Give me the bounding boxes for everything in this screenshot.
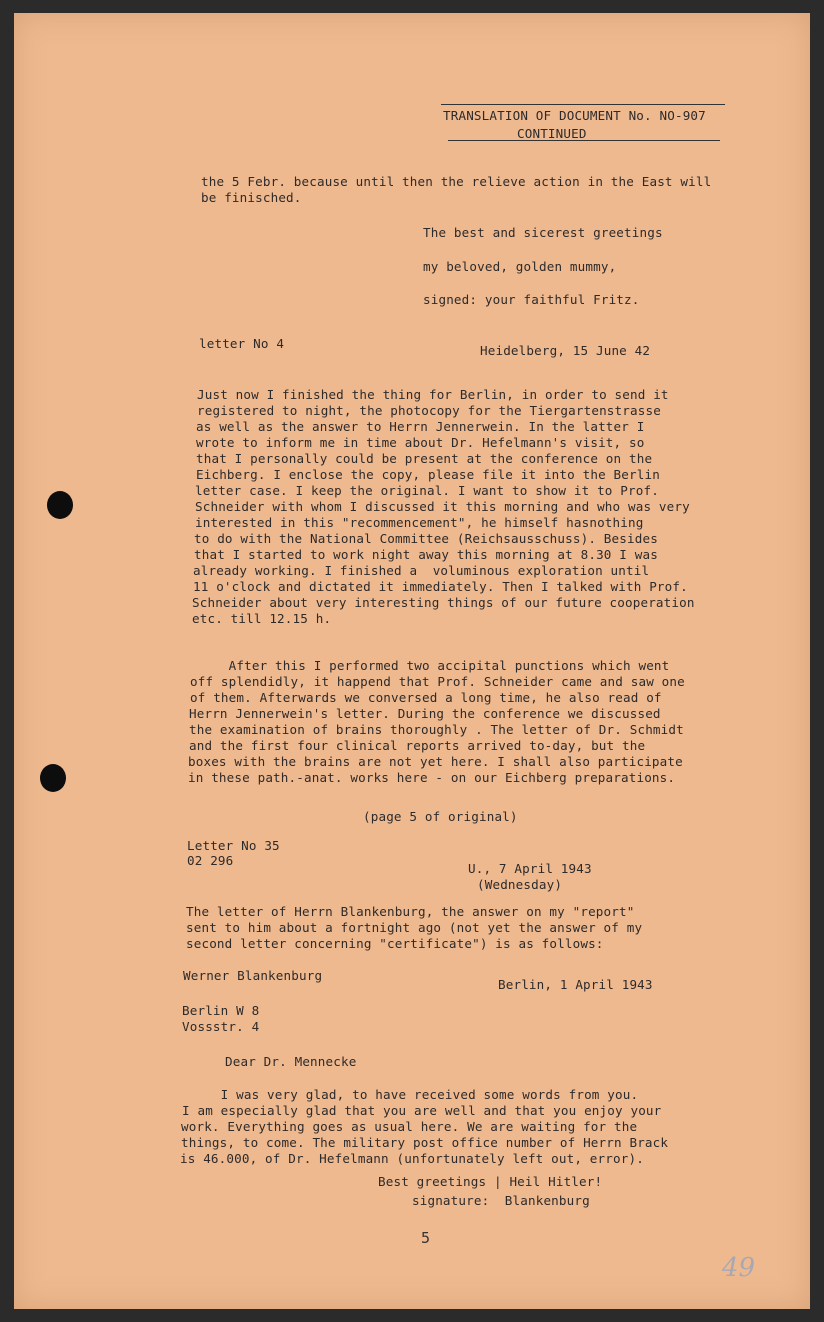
paragraph-line: second letter concerning "certificate") is as follows: — [186, 936, 604, 951]
punch-hole — [40, 764, 66, 792]
salutation: Dear Dr. Mennecke — [225, 1054, 357, 1069]
paragraph-line: Herrn Jennerwein's letter. During the conference we discussed — [189, 706, 661, 721]
paragraph-line: as well as the answer to Herrn Jennerwein. In the latter I — [196, 419, 645, 434]
document-title: TRANSLATION OF DOCUMENT No. NO-907 — [443, 108, 706, 123]
letter-closing: Best greetings | Heil Hitler! — [378, 1174, 603, 1189]
letter-code: 02 296 — [187, 853, 234, 868]
paragraph-line: 11 o'clock and dictated it immediately. Then I talked with Prof. — [193, 579, 688, 594]
address-line: Berlin W 8 — [182, 1003, 260, 1018]
paragraph-line: in these path.-anat. works here - on our Eichberg preparations. — [188, 770, 676, 785]
paragraph-line: The letter of Herrn Blankenburg, the answer on my "report" — [186, 904, 635, 919]
closing-line: signed: your faithful Fritz. — [423, 292, 640, 307]
paragraph-line: that I personally could be present at the conference on the — [196, 451, 653, 466]
paragraph-line: I was very glad, to have received some words from you. — [182, 1087, 639, 1102]
intro-line: the 5 Febr. because until then the relieve action in the East will — [201, 174, 712, 189]
letter-weekday: (Wednesday) — [477, 877, 563, 892]
sender-name: Werner Blankenburg — [183, 968, 323, 983]
paragraph-line: interested in this "recommencement", he himself hasnothing — [195, 515, 644, 530]
paragraph-line: that I started to work night away this morning at 8.30 I was — [194, 547, 658, 562]
paragraph-line: of them. Afterwards we conversed a long time, he also read of — [190, 690, 662, 705]
paragraph-line: and the first four clinical reports arrived to-day, but the — [189, 738, 646, 753]
paragraph-line: boxes with the brains are not yet here. I shall also participate — [188, 754, 683, 769]
intro-line: be finisched. — [201, 190, 302, 205]
page-number: 5 — [421, 1229, 431, 1247]
paragraph-line: already working. I finished a voluminous exploration until — [193, 563, 650, 578]
paragraph-line: work. Everything goes as usual here. We are waiting for the — [181, 1119, 638, 1134]
paragraph-line: I am especially glad that you are well and that you enjoy your — [182, 1103, 662, 1118]
document-subtitle: CONTINUED — [517, 126, 587, 141]
paragraph-line: off splendidly, it happend that Prof. Schneider came and saw one — [190, 674, 685, 689]
page-note: (page 5 of original) — [363, 809, 518, 824]
letter-place-date: U., 7 April 1943 — [468, 861, 592, 876]
letter-place-date: Heidelberg, 15 June 42 — [480, 343, 651, 358]
address-line: Vossstr. 4 — [182, 1019, 260, 1034]
paragraph-line: things, to come. The military post office number of Herrn Brack — [181, 1135, 669, 1150]
handwritten-page-number: 49 — [722, 1253, 756, 1283]
paragraph-line: After this I performed two accipital punctions which went — [190, 658, 670, 673]
paragraph-line: Eichberg. I enclose the copy, please file it into the Berlin — [196, 467, 660, 482]
paragraph-line: is 46.000, of Dr. Hefelmann (unfortunately left out, error). — [180, 1151, 644, 1166]
header-rule-bottom — [448, 140, 720, 141]
paragraph-line: the examination of brains thoroughly . The letter of Dr. Schmidt — [189, 722, 684, 737]
paragraph-line: etc. till 12.15 h. — [192, 611, 332, 626]
paragraph-line: Schneider with whom I discussed it this morning and who was very — [195, 499, 690, 514]
paragraph-line: Just now I finished the thing for Berlin, in order to send it — [197, 387, 669, 402]
paragraph-line: registered to night, the photocopy for the Tiergartenstrasse — [197, 403, 661, 418]
header-rule-top — [441, 104, 725, 105]
paragraph-line: to do with the National Committee (Reichsausschuss). Besides — [194, 531, 658, 546]
letter-signature: signature: Blankenburg — [412, 1193, 590, 1208]
paragraph-line: Schneider about very interesting things of our future cooperation — [192, 595, 695, 610]
closing-line: my beloved, golden mummy, — [423, 259, 617, 274]
closing-line: The best and sicerest greetings — [423, 225, 663, 240]
paragraph-line: wrote to inform me in time about Dr. Hefelmann's visit, so — [196, 435, 645, 450]
letter-place-date: Berlin, 1 April 1943 — [498, 977, 653, 992]
letter-label: letter No 4 — [199, 336, 285, 351]
paragraph-line: letter case. I keep the original. I want to show it to Prof. — [195, 483, 659, 498]
paragraph-line: sent to him about a fortnight ago (not yet the answer of my — [186, 920, 643, 935]
letter-label: Letter No 35 — [187, 838, 280, 853]
punch-hole — [47, 491, 73, 519]
